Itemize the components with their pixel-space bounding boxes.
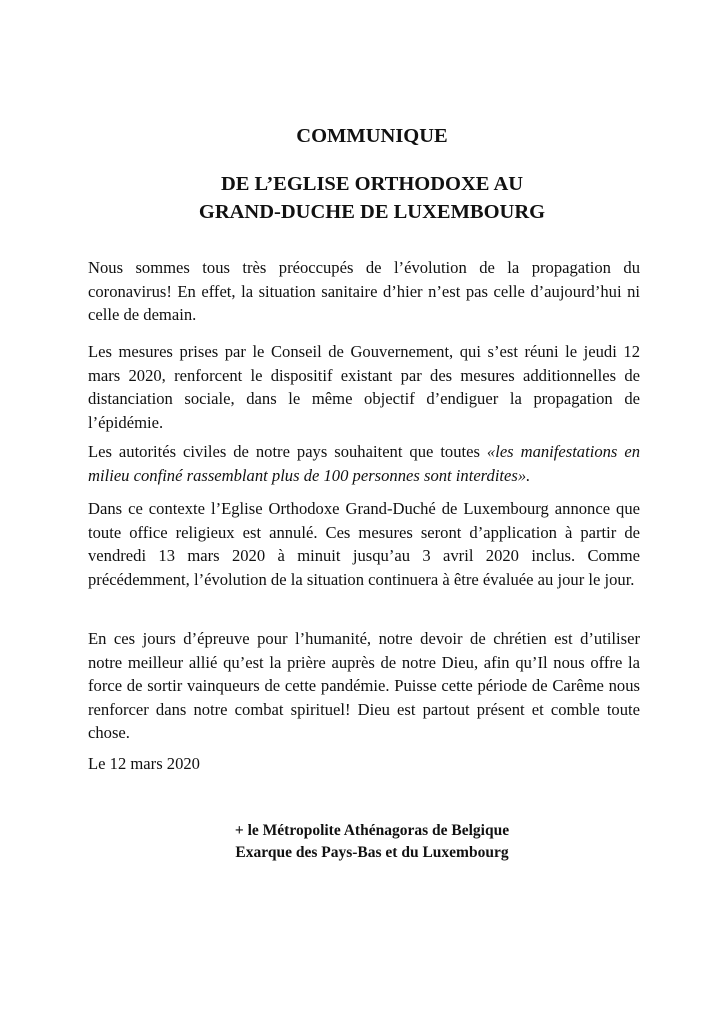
document-subtitle-line-2: GRAND-DUCHE DE LUXEMBOURG bbox=[198, 201, 546, 223]
paragraph-church-announcement: Dans ce contexte l’Eglise Orthodoxe Grand-Duché de Luxembourg annonce que toute office religieux est annulé. Ces mesures seront d’application à partir de vendredi 13 mars 2020 à minuit jusqu’au 3 avril 2020 inclus. Comme précédemment, l’évolution de la situation continuera à être évaluée au jour le jour. bbox=[88, 499, 640, 589]
paragraph-prayer: En ces jours d’épreuve pour l’humanité, notre devoir de chrétien est d’utiliser notre meilleur allié qu’est la prière auprès de notre Dieu, afin qu’Il nous offre la force de sortir vainqueurs de cette pandémie. Puisse cette période de Carême nous renforcer dans notre combat spirituel! Dieu est partout présent et comble toute chose. bbox=[88, 629, 640, 742]
document-subtitle-line-1: DE L’EGLISE ORTHODOXE AU bbox=[220, 173, 524, 195]
signature-name: + le Métropolite Athénagoras de Belgique bbox=[234, 822, 510, 839]
paragraph-civil-authorities-intro: Les autorités civiles de notre pays souhaitent que toutes bbox=[88, 442, 487, 461]
paragraph-government-measures: Les mesures prises par le Conseil de Gouvernement, qui s’est réuni le jeudi 12 mars 2020, renforcent le dispositif existant par des mesures additionnelles de distanciation sociale, dans le même objectif d’endiguer la propagation de l’épidémie. bbox=[88, 342, 640, 432]
signature-title: Exarque des Pays-Bas et du Luxembourg bbox=[235, 844, 509, 861]
paragraph-civil-authorities bbox=[88, 440, 640, 487]
paragraph-civil-authorities-quote: «les manifestations en milieu confiné rassemblant plus de 100 personnes sont interdites». bbox=[88, 442, 640, 485]
document-date: Le 12 mars 2020 bbox=[88, 754, 200, 773]
document-title: COMMUNIQUE bbox=[296, 125, 448, 147]
paragraph-concern: Nous sommes tous très préoccupés de l’évolution de la propagation du coronavirus! En effet, la situation sanitaire d’hier n’est pas celle d’aujourd’hui ni celle de demain. bbox=[88, 258, 640, 324]
